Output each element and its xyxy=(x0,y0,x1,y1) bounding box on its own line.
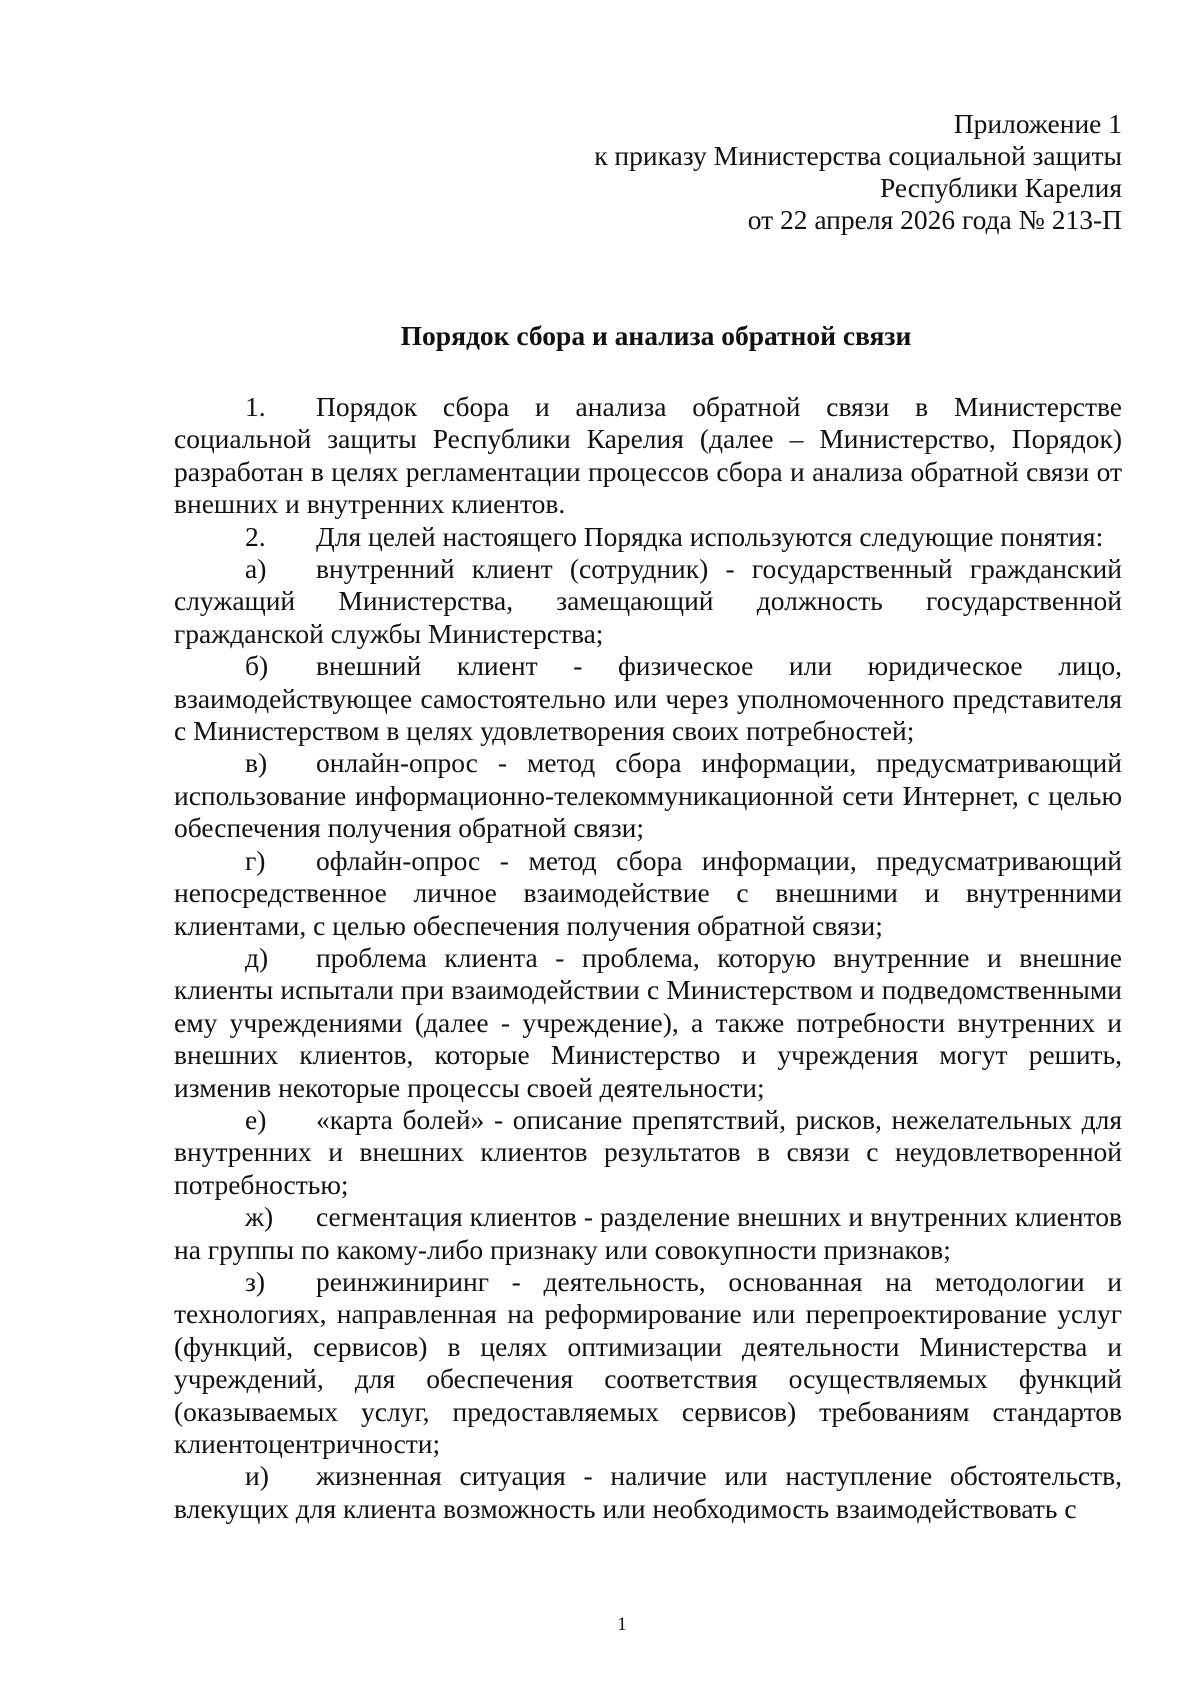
paragraph-text: офлайн-опрос - метод сбора информации, предусматривающий непосредственное личное взаимодействие с внешними и внутренними клиентами, с целью обеспечения получения обратной связи; xyxy=(174,844,1122,941)
paragraph-marker: ж) xyxy=(245,1201,274,1233)
paragraph-text: онлайн-опрос - метод сбора информации, предусматривающий использование информационно-телекоммуникационной сети Интернет, с целью обеспечения получения обратной связи; xyxy=(174,747,1122,844)
page-number: 1 xyxy=(617,1614,627,1635)
paragraph-marker: д) xyxy=(245,941,269,973)
appendix-number: Приложение 1 xyxy=(953,108,1122,139)
appendix-order-line: к приказу Министерства социальной защиты xyxy=(594,140,1122,171)
appendix-region-line: Республики Карелия xyxy=(879,172,1122,203)
paragraph-text: «карта болей» - описание препятствий, рисков, нежелательных для внутренних и внешних клиентов результатов в связи с неудовлетворенной потребностью; xyxy=(174,1103,1122,1200)
paragraph-text: внешний клиент - физическое или юридическое лицо, взаимодействующее самостоятельно или через уполномоченного представителя с Министерством в целях удовлетворения своих потребностей; xyxy=(174,650,1122,747)
definition-item xyxy=(174,1266,1122,1460)
paragraph-marker: а) xyxy=(245,553,267,585)
paragraph xyxy=(174,521,1122,553)
paragraph-marker: е) xyxy=(245,1103,267,1135)
document-title: Порядок сбора и анализа обратной связи xyxy=(400,320,912,351)
document-body xyxy=(174,391,1122,1525)
paragraph-marker: г) xyxy=(245,844,266,876)
paragraph-text: внутренний клиент (сотрудник) - государственный гражданский служащий Министерства, замещающий должность государственной гражданской службы Министерства; xyxy=(174,553,1122,649)
paragraph-text: реинжиниринг - деятельность, основанная на методологии и технологиях, направленная на реформирование или перепроектирование услуг (функций, сервисов) в целях оптимизации деятельности Министерства и учреждений, для обеспечения соответствия осуществляемых функций (оказываемых услуг, предоставляемых сервисов) требованиям стандартов клиентоцентричности; xyxy=(174,1265,1122,1459)
appendix-header xyxy=(174,108,1122,236)
paragraph-text: сегментация клиентов - разделение внешних и внутренних клиентов на группы по какому-либо признаку или совокупности признаков; xyxy=(174,1201,1122,1265)
paragraph-marker: з) xyxy=(245,1265,266,1297)
definition-item xyxy=(174,1460,1122,1525)
paragraph-marker: 2. xyxy=(245,520,266,552)
definition-item xyxy=(174,747,1122,844)
paragraph-marker: и) xyxy=(245,1460,269,1492)
paragraph-text: Порядок сбора и анализа обратной связи в Министерстве социальной защиты Республики Карелия (далее – Министерство, Порядок) разработан в целях регламентации процессов сбора и анализа обратной связи от внешних и внутренних клиентов. xyxy=(174,391,1122,520)
appendix-date-line: от 22 апреля 2026 года № 213-П xyxy=(747,204,1122,235)
paragraph-text: проблема клиента - проблема, которую внутренние и внешние клиенты испытали при взаимодействии с Министерством и подведомственными ему учреждениями (далее - учреждение), а также потребности внутренних и внешних клиентов, которые Министерство и учреждения могут решить, изменив некоторые процессы своей деятельности; xyxy=(174,941,1122,1103)
paragraph-text: жизненная ситуация - наличие или наступление обстоятельств, влекущих для клиента возможность или необходимость взаимодействовать с xyxy=(174,1460,1122,1524)
definition-item xyxy=(174,942,1122,1104)
document-page xyxy=(174,108,1122,1525)
definition-item xyxy=(174,1201,1122,1266)
definition-item xyxy=(174,553,1122,650)
paragraph xyxy=(174,391,1122,521)
definition-item xyxy=(174,1104,1122,1201)
paragraph-marker: б) xyxy=(245,650,269,682)
paragraph-text: Для целей настоящего Порядка используются следующие понятия: xyxy=(316,520,1104,552)
definition-item xyxy=(174,650,1122,747)
paragraph-marker: 1. xyxy=(245,391,266,422)
paragraph-marker: в) xyxy=(245,747,268,779)
definition-item xyxy=(174,845,1122,942)
